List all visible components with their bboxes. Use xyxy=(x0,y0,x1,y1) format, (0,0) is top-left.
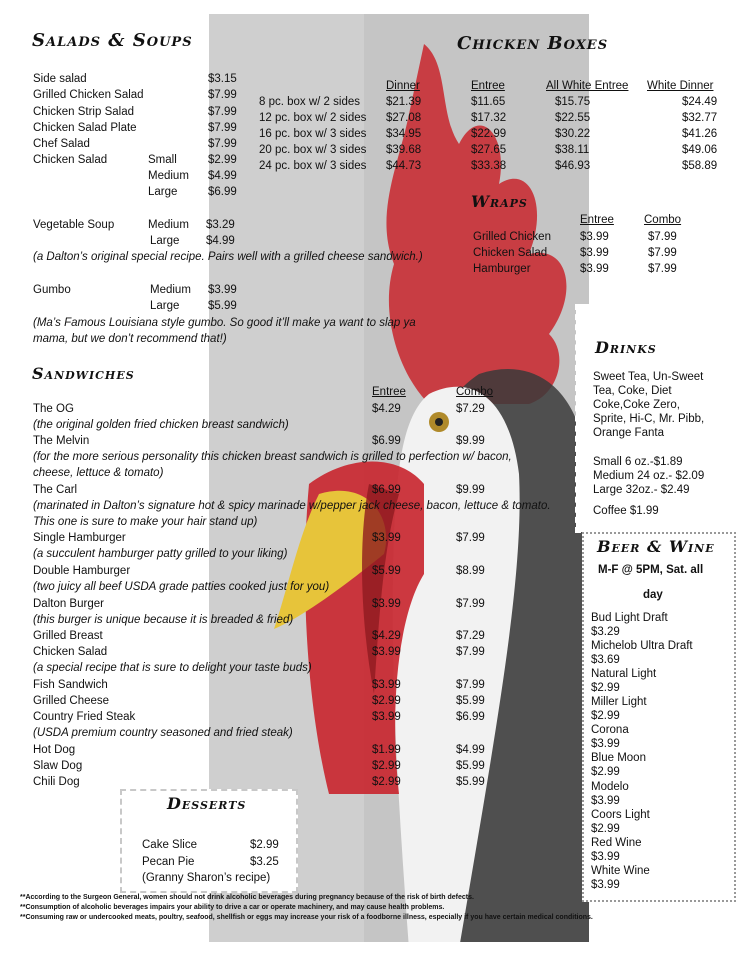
menu-item: The OG xyxy=(33,403,74,415)
item-note: (two juicy all beef USDA grade patties cooked just for you) xyxy=(33,581,330,593)
price: $38.11 xyxy=(555,144,590,156)
menu-item: Dalton Burger xyxy=(33,598,104,610)
menu-item: Chicken Salad xyxy=(33,154,108,166)
price: $2.99 xyxy=(372,695,401,707)
price: $6.99 xyxy=(372,484,401,496)
price: $3.69 xyxy=(591,654,620,666)
price: $4.29 xyxy=(372,630,401,642)
salads-title: Salads & Soups xyxy=(32,30,193,51)
price: $7.99 xyxy=(648,247,677,259)
drink-list: Orange Fanta xyxy=(593,427,664,439)
item-note: mama, but we don’t recommend that!) xyxy=(33,333,227,345)
price: $3.99 xyxy=(580,247,609,259)
price: $27.65 xyxy=(471,144,507,156)
price: $5.99 xyxy=(372,565,401,577)
drink-list: Coke,Coke Zero, xyxy=(593,399,680,411)
col-header: All White Entree xyxy=(546,80,629,92)
menu-item: Chicken Salad xyxy=(33,646,108,658)
price: $3.99 xyxy=(372,532,401,544)
size: Medium xyxy=(148,170,189,182)
item-note: (the original golden fried chicken breast sandwich) xyxy=(33,419,289,431)
price: $58.89 xyxy=(682,160,718,172)
price: $24.49 xyxy=(682,96,718,108)
wraps-title: Wraps xyxy=(471,192,528,211)
beer-wine-title: Beer & Wine xyxy=(597,537,715,556)
drinks-title: Drinks xyxy=(595,338,657,357)
price: $5.99 xyxy=(456,760,485,772)
beer-item: Natural Light xyxy=(591,668,657,680)
price: $3.99 xyxy=(372,598,401,610)
price: $2.99 xyxy=(591,710,620,722)
disclaimer: **According to the Surgeon General, women should not drink alcoholic beverages during pregnancy because of the risk of birth defects. xyxy=(20,894,474,901)
menu-item: Fish Sandwich xyxy=(33,679,108,691)
menu-item: Grilled Cheese xyxy=(33,695,110,707)
menu-page xyxy=(14,14,742,942)
beer-hours: M-F @ 5PM, Sat. all xyxy=(598,564,704,576)
dinner-header: Dinner xyxy=(386,80,420,92)
price: $11.65 xyxy=(471,96,506,108)
price: $17.32 xyxy=(471,112,507,124)
price: $34.95 xyxy=(386,128,422,140)
item-note: (Granny Sharon’s recipe) xyxy=(142,872,271,884)
beer-item: Red Wine xyxy=(591,837,642,849)
price: $7.99 xyxy=(208,138,237,150)
menu-item: Gumbo xyxy=(33,284,71,296)
menu-item: Double Hamburger xyxy=(33,565,131,577)
price: $1.99 xyxy=(372,744,401,756)
price: $3.15 xyxy=(208,73,237,85)
price: $46.93 xyxy=(555,160,591,172)
drink-list: Sweet Tea, Un-Sweet xyxy=(593,371,704,383)
menu-item: Chili Dog xyxy=(33,776,80,788)
menu-item: Slaw Dog xyxy=(33,760,83,772)
col-header: Entree xyxy=(372,386,406,398)
box-size: 24 pc. box w/ 3 sides xyxy=(259,160,367,172)
col-header: Combo xyxy=(644,214,682,226)
price: $3.99 xyxy=(372,679,401,691)
item-note: (this burger is unique because it is breaded & fried) xyxy=(33,614,294,626)
box-size: 16 pc. box w/ 3 sides xyxy=(259,128,367,140)
size: Large xyxy=(150,300,180,312)
size: Large xyxy=(148,186,178,198)
price: $44.73 xyxy=(386,160,422,172)
menu-item: Grilled Chicken xyxy=(473,231,551,243)
drink-size: Medium 24 oz.- $2.09 xyxy=(593,470,705,482)
price: $7.99 xyxy=(648,263,677,275)
beer-item: Corona xyxy=(591,724,629,736)
price: $4.99 xyxy=(456,744,485,756)
menu-item: The Carl xyxy=(33,484,78,496)
price: $15.75 xyxy=(555,96,591,108)
price: $3.29 xyxy=(206,219,235,231)
disclaimer: **Consumption of alcoholic beverages impairs your ability to drive a car or operate machinery, and may cause health problems. xyxy=(20,904,445,911)
drink-size: Small 6 oz.-$1.89 xyxy=(593,456,683,468)
beer-hours: day xyxy=(643,589,663,601)
drink-size: Large 32oz.- $2.49 xyxy=(593,484,690,496)
price: $2.99 xyxy=(591,823,620,835)
price: $2.99 xyxy=(250,839,279,851)
price: $7.29 xyxy=(456,630,485,642)
item-note: (a special recipe that is sure to delight your taste buds) xyxy=(33,662,312,674)
item-note: (a Dalton’s original special recipe. Pairs well with a grilled cheese sandwich.) xyxy=(33,251,423,263)
price: $3.99 xyxy=(591,879,620,891)
beer-item: Michelob Ultra Draft xyxy=(591,640,693,652)
price: $3.99 xyxy=(591,795,620,807)
price: $3.99 xyxy=(372,711,401,723)
beer-item: Coors Light xyxy=(591,809,650,821)
price: $32.77 xyxy=(682,112,718,124)
menu-item: Single Hamburger xyxy=(33,532,126,544)
menu-item: Grilled Chicken Salad xyxy=(33,89,144,101)
price: $6.99 xyxy=(456,711,485,723)
price: $5.99 xyxy=(456,776,485,788)
price: $4.99 xyxy=(208,170,237,182)
price: $3.29 xyxy=(591,626,620,638)
price: $2.99 xyxy=(591,682,620,694)
disclaimer: **Consuming raw or undercooked meats, poultry, seafood, shellfish or eggs may increase your risk of a foodborne illness, especially if you have certain medical conditions. xyxy=(20,914,593,921)
beer-item: Modelo xyxy=(591,781,629,793)
price: $7.99 xyxy=(456,532,485,544)
price: $9.99 xyxy=(456,435,485,447)
price: $22.55 xyxy=(555,112,591,124)
size: Large xyxy=(150,235,180,247)
item-note: (for the more serious personality this chicken breast sandwich is grilled to perfection w/ bacon, xyxy=(33,451,512,463)
drink-list: Tea, Coke, Diet xyxy=(593,385,672,397)
price: $7.99 xyxy=(208,106,237,118)
price: $39.68 xyxy=(386,144,422,156)
beer-item: Miller Light xyxy=(591,696,647,708)
price: $33.38 xyxy=(471,160,507,172)
menu-item: Grilled Breast xyxy=(33,630,103,642)
drink-list: Sprite, Hi-C, Mr. Pibb, xyxy=(593,413,705,425)
price: $9.99 xyxy=(456,484,485,496)
box-size: 8 pc. box w/ 2 sides xyxy=(259,96,360,108)
size: Medium xyxy=(148,219,189,231)
menu-item: Chicken Salad xyxy=(473,247,548,259)
sandwiches-title: Sandwiches xyxy=(32,364,135,383)
beer-item: Bud Light Draft xyxy=(591,612,668,624)
menu-item: Chicken Salad Plate xyxy=(33,122,137,134)
col-header: Entree xyxy=(471,80,505,92)
price: $4.99 xyxy=(206,235,235,247)
price: $7.99 xyxy=(456,646,485,658)
price: $3.99 xyxy=(591,851,620,863)
menu-item: Chicken Strip Salad xyxy=(33,106,134,118)
price: $21.39 xyxy=(386,96,422,108)
price: $27.08 xyxy=(386,112,422,124)
price: $7.99 xyxy=(456,679,485,691)
col-header: White Dinner xyxy=(647,80,714,92)
beer-item: White Wine xyxy=(591,865,650,877)
price: $3.99 xyxy=(580,231,609,243)
price: $7.29 xyxy=(456,403,485,415)
menu-item: Vegetable Soup xyxy=(33,219,115,231)
price: $30.22 xyxy=(555,128,591,140)
menu-item: Hamburger xyxy=(473,263,531,275)
chicken-boxes-title: Chicken Boxes xyxy=(457,33,609,54)
price: $2.99 xyxy=(372,760,401,772)
col-header: Entree xyxy=(580,214,614,226)
item-note: (marinated in Dalton’s signature hot & spicy marinade w/pepper jack cheese, bacon, lettuce & tomato. xyxy=(33,500,551,512)
menu-item: Chef Salad xyxy=(33,138,90,150)
size: Small xyxy=(148,154,177,166)
price: $3.99 xyxy=(372,646,401,658)
box-size: 20 pc. box w/ 3 sides xyxy=(259,144,367,156)
menu-item: Cake Slice xyxy=(142,839,197,851)
menu-item: Pecan Pie xyxy=(142,856,195,868)
price: $6.99 xyxy=(372,435,401,447)
price: $6.99 xyxy=(208,186,237,198)
price: $22.99 xyxy=(471,128,507,140)
price: $4.29 xyxy=(372,403,401,415)
menu-item: Hot Dog xyxy=(33,744,76,756)
col-header: Combo xyxy=(456,386,494,398)
price: $2.99 xyxy=(372,776,401,788)
price: $3.99 xyxy=(591,738,620,750)
box-size: 12 pc. box w/ 2 sides xyxy=(259,112,367,124)
beer-item: Blue Moon xyxy=(591,752,646,764)
price: $3.99 xyxy=(580,263,609,275)
price: $7.99 xyxy=(208,122,237,134)
item-note: This one is sure to make your hair stand up) xyxy=(33,516,258,528)
menu-item: Country Fried Steak xyxy=(33,711,136,723)
menu-item: Side salad xyxy=(33,73,87,85)
desserts-title: Desserts xyxy=(167,794,247,813)
price: $2.99 xyxy=(591,766,620,778)
menu-item: The Melvin xyxy=(33,435,90,447)
price: $5.99 xyxy=(208,300,237,312)
price: $7.99 xyxy=(456,598,485,610)
price: $7.99 xyxy=(648,231,677,243)
item-note: cheese, lettuce & tomato) xyxy=(33,467,164,479)
coffee-price: Coffee $1.99 xyxy=(593,505,659,517)
price: $5.99 xyxy=(456,695,485,707)
price: $2.99 xyxy=(208,154,237,166)
price: $49.06 xyxy=(682,144,718,156)
price: $8.99 xyxy=(456,565,485,577)
size: Medium xyxy=(150,284,191,296)
item-note: (a succulent hamburger patty grilled to your liking) xyxy=(33,548,288,560)
item-note: (USDA premium country seasoned and fried steak) xyxy=(33,727,293,739)
price: $7.99 xyxy=(208,89,237,101)
price: $3.99 xyxy=(208,284,237,296)
item-note: (Ma’s Famous Louisiana style gumbo. So good it’ll make ya want to slap ya xyxy=(33,317,416,329)
price: $41.26 xyxy=(682,128,718,140)
price: $3.25 xyxy=(250,856,279,868)
